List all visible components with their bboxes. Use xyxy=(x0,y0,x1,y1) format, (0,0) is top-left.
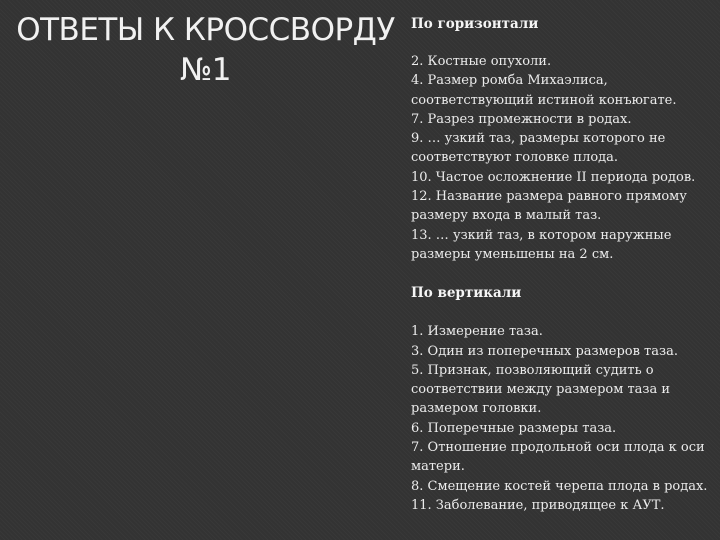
list-item: 6. Поперечные размеры таза. xyxy=(411,420,617,436)
page-title xyxy=(8,10,403,90)
list-item: 9. … узкий таз, размеры которого не соответствуют головке плода. xyxy=(411,131,666,166)
vertical-list xyxy=(411,322,716,515)
list-item: 3. Один из поперечных размеров таза. xyxy=(411,343,678,359)
list-item: 13. … узкий таз, в котором наружные размеры уменьшены на 2 см. xyxy=(411,227,672,262)
list-item: 11. Заболевание, приводящее к АУТ. xyxy=(411,497,665,513)
vertical-heading: По вертикали xyxy=(411,285,522,302)
list-item: 4. Размер ромба Михаэлиса, соответствующий истиной конъюгате. xyxy=(411,73,677,108)
list-item: 1. Измерение таза. xyxy=(411,324,543,340)
title-line-1: ОТВЕТЫ К КРОССВОРДУ xyxy=(16,12,395,48)
list-item: 12. Название размера равного прямому размеру входа в малый таз. xyxy=(411,189,687,224)
list-item: 5. Признак, позволяющий судить о соответствии между размером таза и размером головки. xyxy=(411,362,671,417)
list-item: 2. Костные опухоли. xyxy=(411,54,552,69)
list-item: 7. Разрез промежности в родах. xyxy=(411,111,632,127)
list-item: 7. Отношение продольной оси плода к оси матери. xyxy=(411,440,705,475)
list-item: 10. Частое осложнение II периода родов. xyxy=(411,169,696,185)
answers-content xyxy=(411,14,716,515)
horizontal-heading: По горизонтали xyxy=(411,16,539,32)
list-item: 8. Смещение костей черепа плода в родах. xyxy=(411,478,708,494)
title-line-2: №1 xyxy=(180,52,231,88)
horizontal-list xyxy=(411,52,716,264)
